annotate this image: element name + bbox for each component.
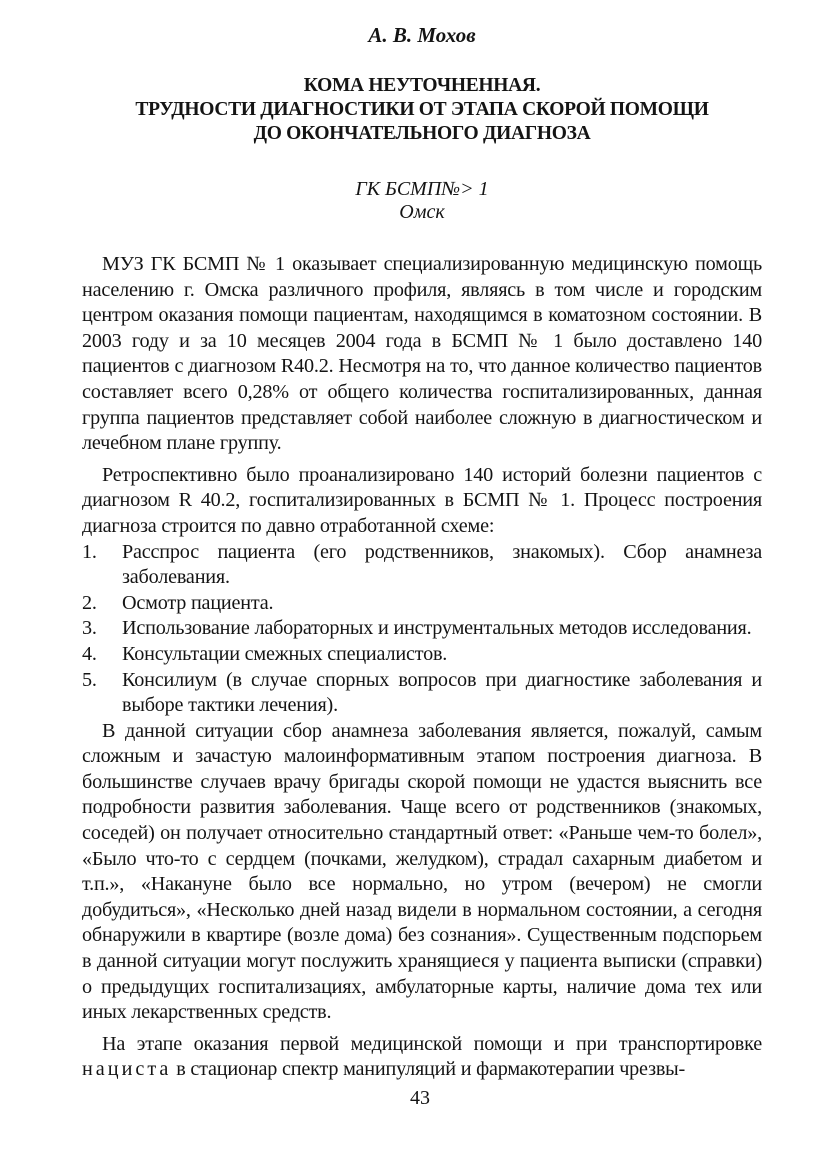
paragraph-1: МУЗ ГК БСМП № 1 оказывает специализированную медицинскую помощь населению г. Омска различного профиля, являясь в том числе и городским центром оказания помощи пациентам, находящимся в коматозном состоянии. В 2003 году и за 10 месяцев 2004 года в БСМП № 1 было доставлено 140 пациентов с диагнозом R40.2. Несмотря на то, что данное количество пациентов составляет всего 0,28% от общего количества госпитализированных, данная группа пациентов представляет собой наиболее сложную в диагностическом и лечебном плане группу. — [82, 253, 762, 455]
title-line-2: ТРУДНОСТИ ДИАГНОСТИКИ ОТ ЭТАПА СКОРОЙ ПОМОЩИ — [135, 99, 709, 120]
paragraph-4-end: в стационар спектр манипуляций и фармакотерапии чрезвы- — [171, 1058, 686, 1081]
list-item-text: Осмотр пациента. — [122, 591, 274, 614]
paragraph-4-spaced-word: нациста — [82, 1058, 172, 1081]
article-title — [82, 74, 762, 146]
list-item-number: 4. — [82, 642, 97, 665]
list-item — [82, 540, 762, 591]
paragraph-3: В данной ситуации сбор анамнеза заболевания является, пожалуй, самым сложным и зачастую малоинформативным этапом построения диагноза. В большинстве случаев врачу бригады скорой помощи не удастся выяснить все подробности развития заболевания. Чаще всего от родственников (знакомых, соседей) он получает относительно стандартный ответ: «Раньше чем-то болел», «Было что-то с сердцем (почками, желудком), страдал сахарным диабетом и т.п.», «Накануне было все нормально, но утром (вечером) не смогли добудиться», «Несколько дней назад видели в нормальном состоянии, а сегодня обнаружили в квартире (возле дома) без сознания». Существенным подспорьем в данной ситуации могут послужить хранящиеся у пациента выписки (справки) о предыдущих госпитализациях, амбулаторные карты, наличие дома тех или иных лекарственных средств. — [82, 719, 762, 1024]
list-item — [82, 668, 762, 719]
city: Омск — [399, 201, 445, 223]
list-item — [82, 591, 762, 617]
institution: ГК БСМП№> 1 — [355, 178, 489, 200]
paragraph-2: Ретроспективно было проанализировано 140 историй болезни пациентов с диагнозом R 40.2, госпитализированных в БСМП № 1. Процесс построения диагноза строится по давно отработанной схеме: — [82, 463, 762, 537]
affiliation — [82, 178, 762, 224]
diagnosis-steps-list — [82, 540, 762, 719]
paragraph-4 — [82, 1032, 762, 1083]
list-item-number: 3. — [82, 617, 97, 640]
title-line-1: КОМА НЕУТОЧНЕННАЯ. — [303, 75, 541, 96]
list-item-text: Использование лабораторных и инструментальных методов исследования. — [122, 617, 752, 640]
list-item-text: Консультации смежных специалистов. — [122, 642, 448, 665]
list-item — [82, 616, 762, 642]
list-item-text: Консилиум (в случае спорных вопросов при диагностике заболевания и выборе тактики лечения). — [122, 668, 762, 717]
author-name: А. В. Мохов — [368, 23, 476, 47]
list-item-number: 1. — [82, 540, 97, 563]
article-body — [82, 252, 762, 1083]
list-item-number: 5. — [82, 668, 97, 691]
list-item-text: Расспрос пациента (его родственников, знакомых). Сбор анамнеза заболевания. — [122, 540, 762, 589]
paragraph-4-start: На этапе оказания первой медицинской помощи и при транспортировке — [102, 1032, 762, 1055]
title-line-3: ДО ОКОНЧАТЕЛЬНОГО ДИАГНОЗА — [253, 123, 591, 144]
list-item — [82, 642, 762, 668]
page-number: 43 — [410, 1087, 430, 1109]
list-item-number: 2. — [82, 591, 97, 614]
